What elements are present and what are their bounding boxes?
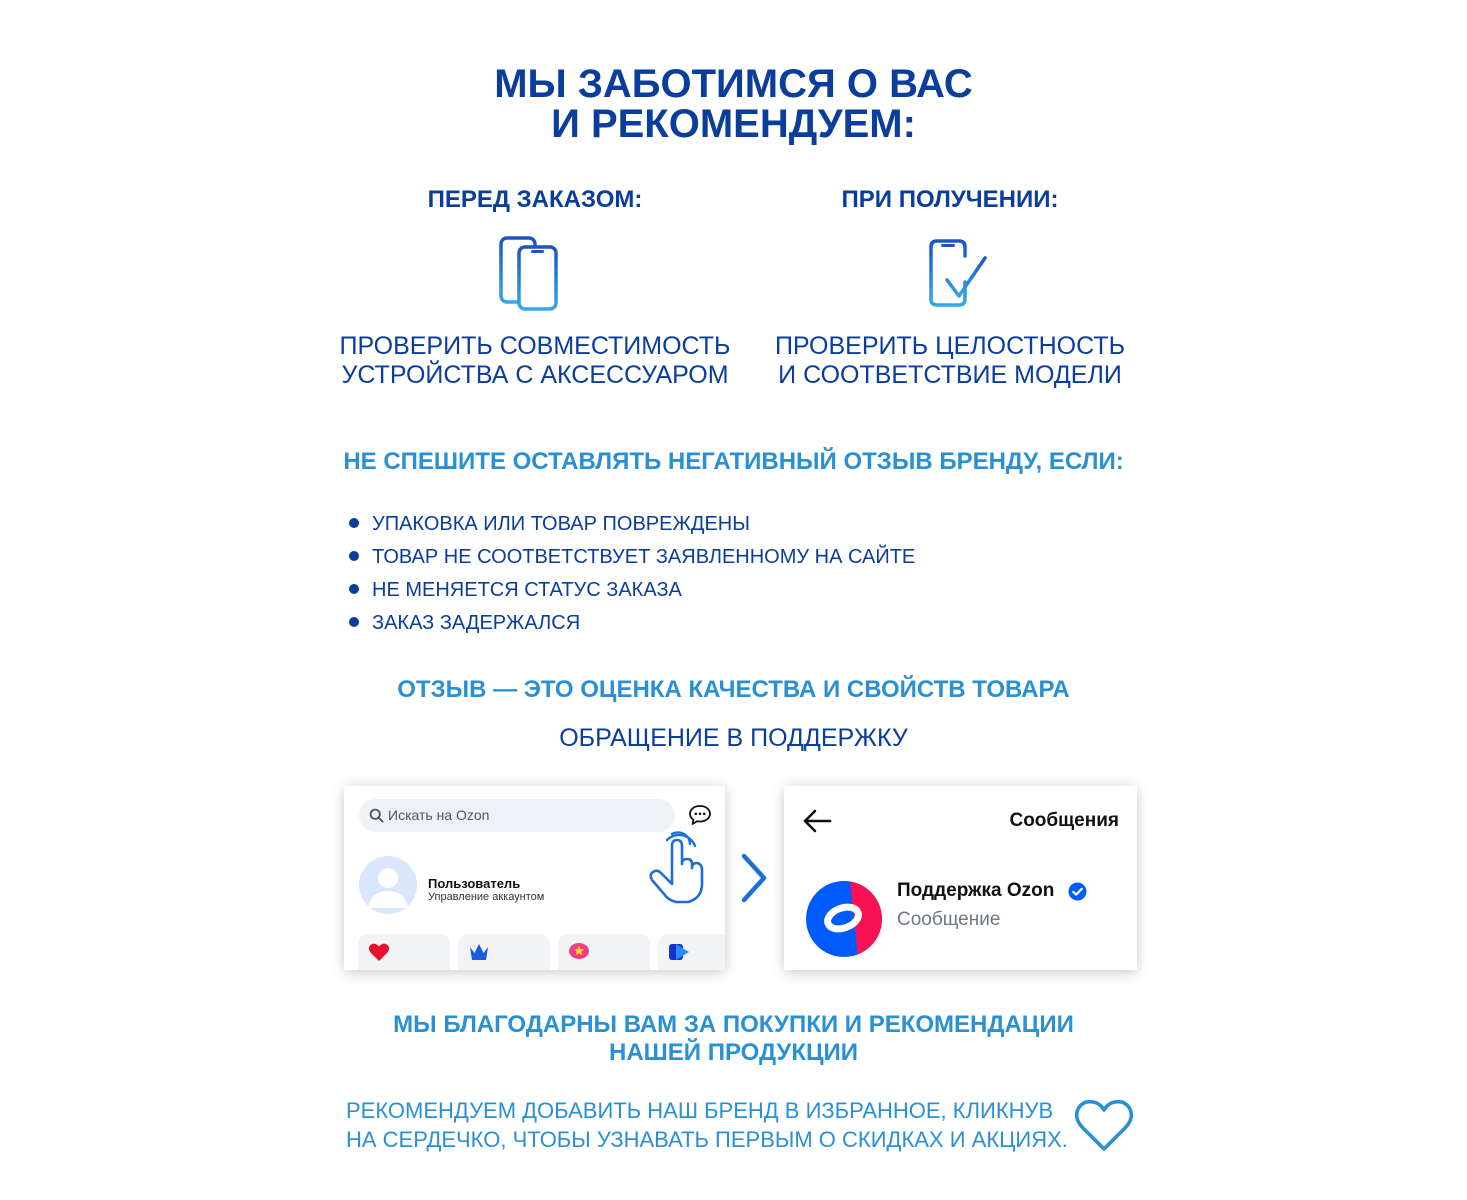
favorite-recommendation — [346, 1096, 1076, 1154]
verified-badge-icon — [1068, 882, 1087, 901]
on-receipt-title: ПРИ ПОЛУЧЕНИИ: — [841, 186, 1059, 213]
thanks-text — [0, 1011, 1467, 1067]
review-note: ОТЗЫВ — ЭТО ОЦЕНКА КАЧЕСТВА И СВОЙСТВ ТОВАРА — [397, 676, 1070, 703]
before-order-text-line2: УСТРОЙСТВА С АКСЕССУАРОМ — [341, 361, 729, 389]
heart-outline-icon — [1074, 1099, 1134, 1153]
avatar[interactable] — [359, 856, 417, 914]
video-tile[interactable] — [658, 934, 725, 970]
before-order-text-line1: ПРОВЕРИТЬ СОВМЕСТИМОСТЬ — [339, 332, 731, 360]
warning-title: НЕ СПЕШИТЕ ОСТАВЛЯТЬ НЕГАТИВНЫЙ ОТЗЫВ БРЕНДУ, ЕСЛИ: — [343, 448, 1124, 475]
list-item: ЗАКАЗ ЗАДЕРЖАЛСЯ — [348, 611, 1048, 644]
chevron-right-icon — [738, 852, 770, 904]
play-icon — [668, 942, 690, 962]
phone-check-icon — [927, 238, 989, 308]
list-item: НЕ МЕНЯЕТСЯ СТАТУС ЗАКАЗА — [348, 578, 1048, 611]
thanks-line2: НАШЕЙ ПРОДУКЦИИ — [609, 1039, 858, 1066]
page-title-line1: МЫ ЗАБОТИМСЯ О ВАС — [494, 62, 973, 106]
on-receipt-text-line2: И СООТВЕТСТВИЕ МОДЕЛИ — [778, 361, 1122, 389]
ozon-logo-icon[interactable] — [806, 881, 882, 957]
ozon-messages-screenshot — [784, 786, 1137, 970]
before-order-title: ПЕРЕД ЗАКАЗОМ: — [427, 186, 643, 213]
phones-icon — [499, 236, 559, 311]
search-placeholder: Искать на Ozon — [388, 807, 490, 823]
reviews-tile[interactable] — [558, 934, 650, 970]
tap-hand-icon — [642, 826, 708, 906]
list-item: УПАКОВКА ИЛИ ТОВАР ПОВРЕЖДЕНЫ — [348, 512, 1048, 545]
thanks-line1: МЫ БЛАГОДАРНЫ ВАМ ЗА ПОКУПКИ И РЕКОМЕНДАЦИИ — [393, 1011, 1074, 1038]
account-manage-link[interactable]: Управление аккаунтом — [428, 891, 545, 903]
search-input[interactable] — [359, 799, 675, 832]
list-item: ТОВАР НЕ СООТВЕТСТВУЕТ ЗАЯВЛЕННОМУ НА САЙТЕ — [348, 545, 1048, 578]
support-chat-preview: Сообщение — [897, 909, 1001, 930]
premium-tile[interactable] — [458, 934, 550, 970]
recommend-line2: НА СЕРДЕЧКО, ЧТОБЫ УЗНАВАТЬ ПЕРВЫМ О СКИДКАХ И АКЦИЯХ. — [346, 1127, 1068, 1152]
user-name[interactable]: Пользователь — [428, 876, 521, 891]
user-silhouette-icon — [359, 856, 417, 914]
before-order-text — [330, 332, 740, 390]
on-receipt-text — [760, 332, 1140, 390]
ozon-profile-screenshot — [344, 786, 725, 970]
support-title: ОБРАЩЕНИЕ В ПОДДЕРЖКУ — [559, 724, 908, 752]
page-title-line2: И РЕКОМЕНДУЕМ: — [551, 102, 916, 146]
heart-icon — [368, 942, 390, 962]
favorites-tile[interactable] — [358, 934, 450, 970]
star-bubble-icon — [568, 942, 590, 962]
search-icon — [369, 808, 384, 823]
chat-icon[interactable] — [688, 804, 712, 826]
crown-icon — [468, 942, 490, 962]
on-receipt-text-line1: ПРОВЕРИТЬ ЦЕЛОСТНОСТЬ — [774, 332, 1126, 360]
messages-title: Сообщения — [1009, 810, 1119, 831]
recommend-line1: РЕКОМЕНДУЕМ ДОБАВИТЬ НАШ БРЕНД В ИЗБРАННОЕ, КЛИКНУВ — [346, 1098, 1054, 1123]
back-arrow-icon[interactable] — [802, 808, 832, 834]
page-title — [0, 64, 1467, 144]
warning-list — [348, 512, 1048, 644]
support-chat-name[interactable]: Поддержка Ozon — [897, 880, 1055, 901]
